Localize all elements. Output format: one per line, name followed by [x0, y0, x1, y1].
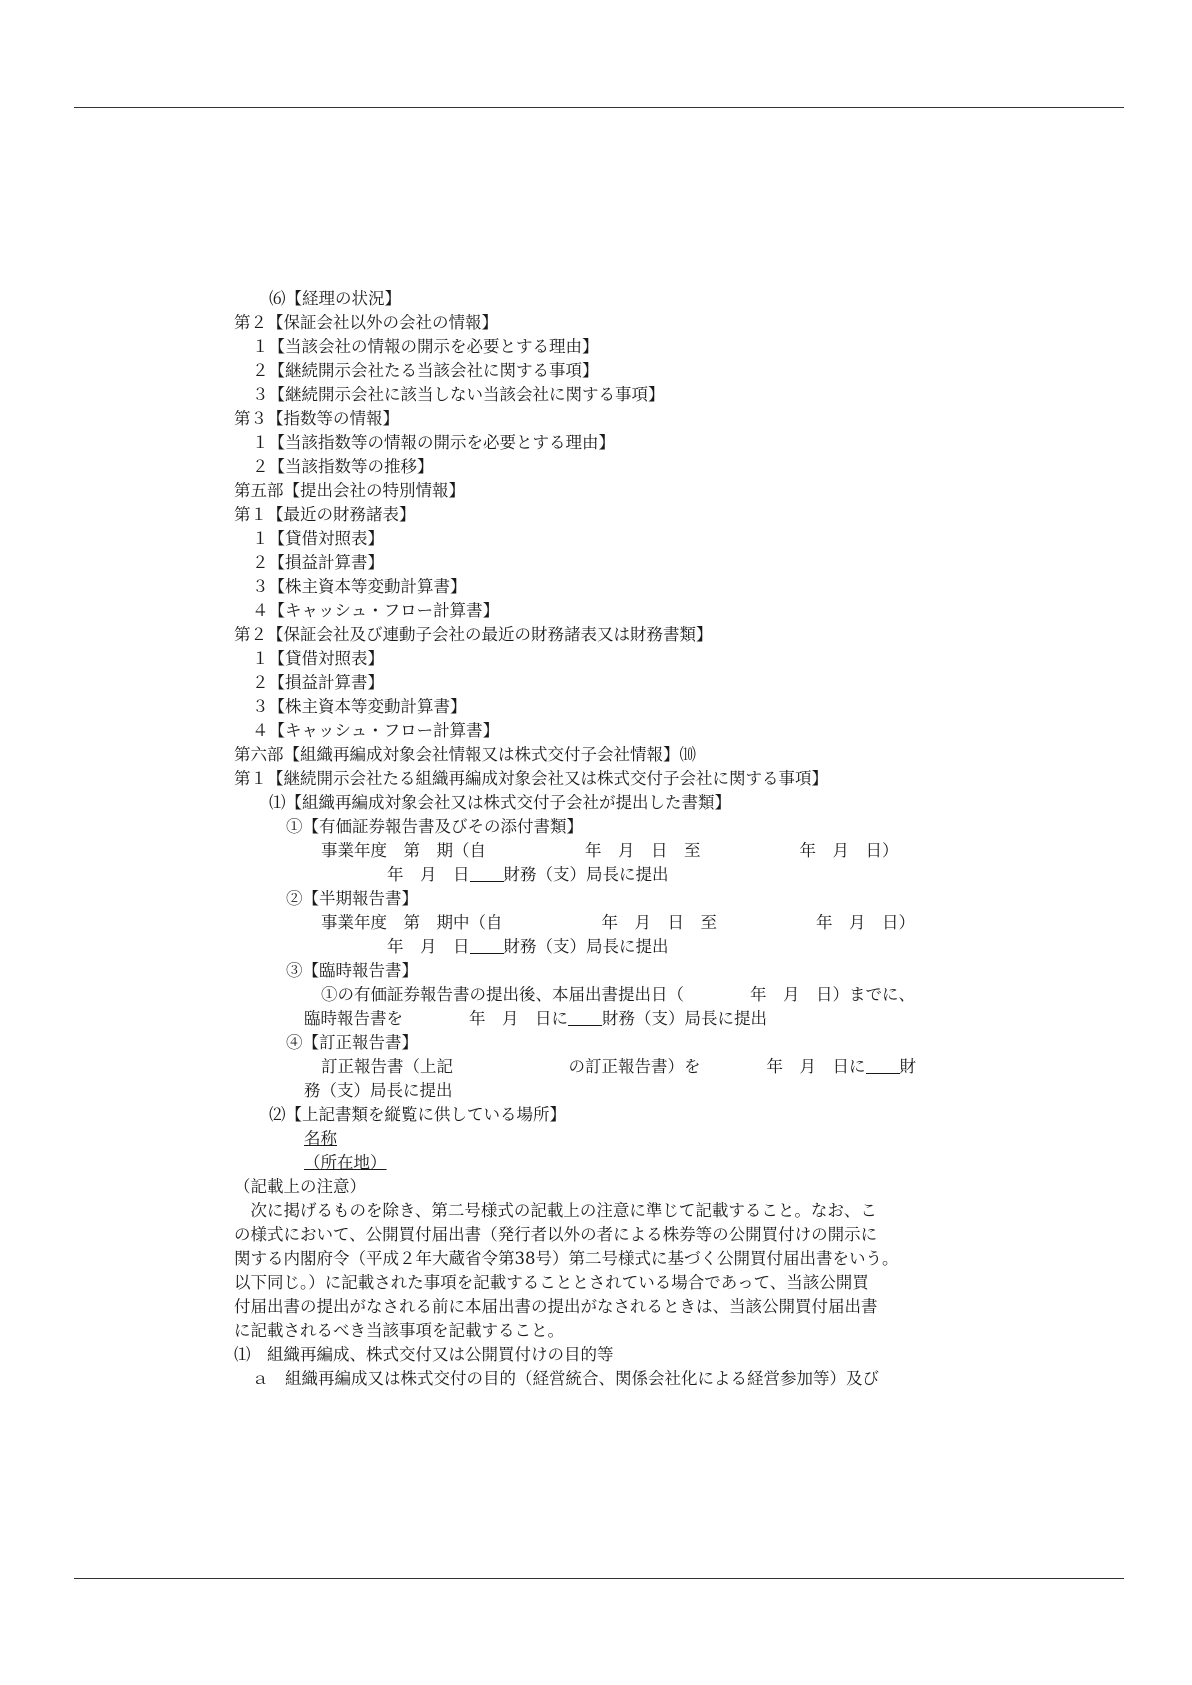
- line-text: 訂正報告書（上記 の訂正報告書）を 年 月 日に: [321, 1057, 866, 1076]
- blank-underline: [470, 939, 504, 954]
- line-text: １【貸借対照表】: [252, 649, 384, 668]
- document-line: [234, 527, 994, 551]
- line-text: 第五部【提出会社の特別情報】: [234, 481, 465, 500]
- document-line: [234, 1271, 994, 1295]
- underlined-field-label: 名称: [304, 1129, 337, 1148]
- line-text: 付届出書の提出がなされる前に本届出書の提出がなされるときは、当該公開買付届出書: [234, 1297, 878, 1316]
- document-line: [234, 455, 994, 479]
- line-text: ３【継続開示会社に該当しない当該会社に関する事項】: [252, 385, 665, 404]
- document-line: [234, 1175, 994, 1199]
- line-text: 年 月 日: [321, 865, 470, 884]
- document-line: [234, 1079, 994, 1103]
- line-text: １【当該会社の情報の開示を必要とする理由】: [252, 337, 599, 356]
- document-line: [234, 647, 994, 671]
- line-text: ４【キャッシュ・フロー計算書】: [252, 601, 500, 620]
- line-text: ３【株主資本等変動計算書】: [252, 577, 467, 596]
- document-line: [234, 359, 994, 383]
- line-text: ⑴ 組織再編成、株式交付又は公開買付けの目的等: [234, 1345, 614, 1364]
- document-line: [234, 311, 994, 335]
- line-text: 次に掲げるものを除き、第二号様式の記載上の注意に準じて記載すること。なお、こ: [234, 1201, 877, 1220]
- line-text: 関する内閣府令（平成２年大蔵省令第38号）第二号様式に基づく公開買付届出書をいう。: [234, 1249, 899, 1268]
- document-line: [234, 1295, 994, 1319]
- document-line: [234, 1127, 994, 1151]
- underlined-field-label: （所在地）: [304, 1153, 387, 1172]
- line-text: 年 月 日: [321, 937, 470, 956]
- document-line: [234, 1103, 994, 1127]
- document-line: [234, 695, 994, 719]
- document-line: [234, 551, 994, 575]
- line-text: の様式において、公開買付届出書（発行者以外の者による株券等の公開買付けの開示に: [234, 1225, 878, 1244]
- line-text: 第２【保証会社以外の会社の情報】: [234, 313, 498, 332]
- line-text: ⑹【経理の状況】: [269, 289, 401, 308]
- document-line: [234, 383, 994, 407]
- document-line: [234, 287, 994, 311]
- line-text: に記載されるべき当該事項を記載すること。: [234, 1321, 564, 1340]
- line-text: ⑵【上記書類を縦覧に供している場所】: [269, 1105, 566, 1124]
- line-text: 務（支）局長に提出: [304, 1081, 453, 1100]
- line-text: 臨時報告書を 年 月 日に: [304, 1009, 568, 1028]
- line-text: 第１【最近の財務諸表】: [234, 505, 416, 524]
- document-line: [234, 791, 994, 815]
- footer-rule: [74, 1578, 1124, 1579]
- document-line: [234, 743, 994, 767]
- line-text: 第２【保証会社及び連動子会社の最近の財務諸表又は財務書類】: [234, 625, 713, 644]
- line-text: ２【継続開示会社たる当該会社に関する事項】: [252, 361, 599, 380]
- line-text: ②【半期報告書】: [286, 889, 418, 908]
- line-text: ２【損益計算書】: [252, 553, 384, 572]
- document-line: [234, 1223, 994, 1247]
- line-text: ２【当該指数等の推移】: [252, 457, 434, 476]
- line-text: 第六部【組織再編成対象会社情報又は株式交付子会社情報】⑽: [234, 745, 696, 764]
- line-text: ⑴【組織再編成対象会社又は株式交付子会社が提出した書類】: [269, 793, 731, 812]
- document-line: [234, 1367, 994, 1391]
- line-text: ③【臨時報告書】: [286, 961, 418, 980]
- line-text: １【当該指数等の情報の開示を必要とする理由】: [252, 433, 615, 452]
- document-body: [234, 287, 994, 1391]
- line-text: ①の有価証券報告書の提出後、本届出書提出日（ 年 月 日）までに、: [321, 985, 915, 1004]
- line-text: 財務（支）局長に提出: [602, 1009, 767, 1028]
- document-line: [234, 935, 994, 959]
- document-line: [234, 1247, 994, 1271]
- document-line: [234, 887, 994, 911]
- document-line: [234, 767, 994, 791]
- document-line: [234, 1343, 994, 1367]
- document-line: [234, 503, 994, 527]
- line-text: ａ 組織再編成又は株式交付の目的（経営統合、関係会社化による経営参加等）及び: [252, 1369, 879, 1388]
- line-text: 財務（支）局長に提出: [503, 937, 669, 956]
- blank-underline: [568, 1011, 602, 1026]
- document-line: [234, 1319, 994, 1343]
- line-text: 事業年度 第 期中（自 年 月 日 至 年 月 日）: [321, 913, 915, 932]
- line-text: １【貸借対照表】: [252, 529, 384, 548]
- line-text: ４【キャッシュ・フロー計算書】: [252, 721, 500, 740]
- document-line: [234, 479, 994, 503]
- document-line: [234, 1055, 994, 1079]
- document-line: [234, 671, 994, 695]
- document-line: [234, 839, 994, 863]
- document-line: [234, 1031, 994, 1055]
- document-line: [234, 599, 994, 623]
- document-line: [234, 1007, 994, 1031]
- line-text: 以下同じ。）に記載された事項を記載することとされている場合であって、当該公開買: [234, 1273, 869, 1292]
- document-line: [234, 431, 994, 455]
- header-rule: [74, 107, 1124, 108]
- document-line: [234, 911, 994, 935]
- blank-underline: [470, 867, 504, 882]
- line-text: 財: [899, 1057, 916, 1076]
- line-text: 事業年度 第 期（自 年 月 日 至 年 月 日）: [321, 841, 899, 860]
- line-text: 第３【指数等の情報】: [234, 409, 399, 428]
- document-line: [234, 863, 994, 887]
- line-text: 財務（支）局長に提出: [503, 865, 669, 884]
- document-line: [234, 1199, 994, 1223]
- document-line: [234, 1151, 994, 1175]
- line-text: 第１【継続開示会社たる組織再編成対象会社又は株式交付子会社に関する事項】: [234, 769, 828, 788]
- document-line: [234, 575, 994, 599]
- line-text: ④【訂正報告書】: [286, 1033, 418, 1052]
- document-line: [234, 815, 994, 839]
- document-line: [234, 407, 994, 431]
- document-line: [234, 335, 994, 359]
- blank-underline: [866, 1059, 900, 1074]
- document-line: [234, 959, 994, 983]
- document-line: [234, 719, 994, 743]
- line-text: ①【有価証券報告書及びその添付書類】: [286, 817, 583, 836]
- document-line: [234, 983, 994, 1007]
- line-text: ３【株主資本等変動計算書】: [252, 697, 467, 716]
- line-text: ２【損益計算書】: [252, 673, 384, 692]
- line-text: （記載上の注意）: [234, 1177, 366, 1196]
- document-line: [234, 623, 994, 647]
